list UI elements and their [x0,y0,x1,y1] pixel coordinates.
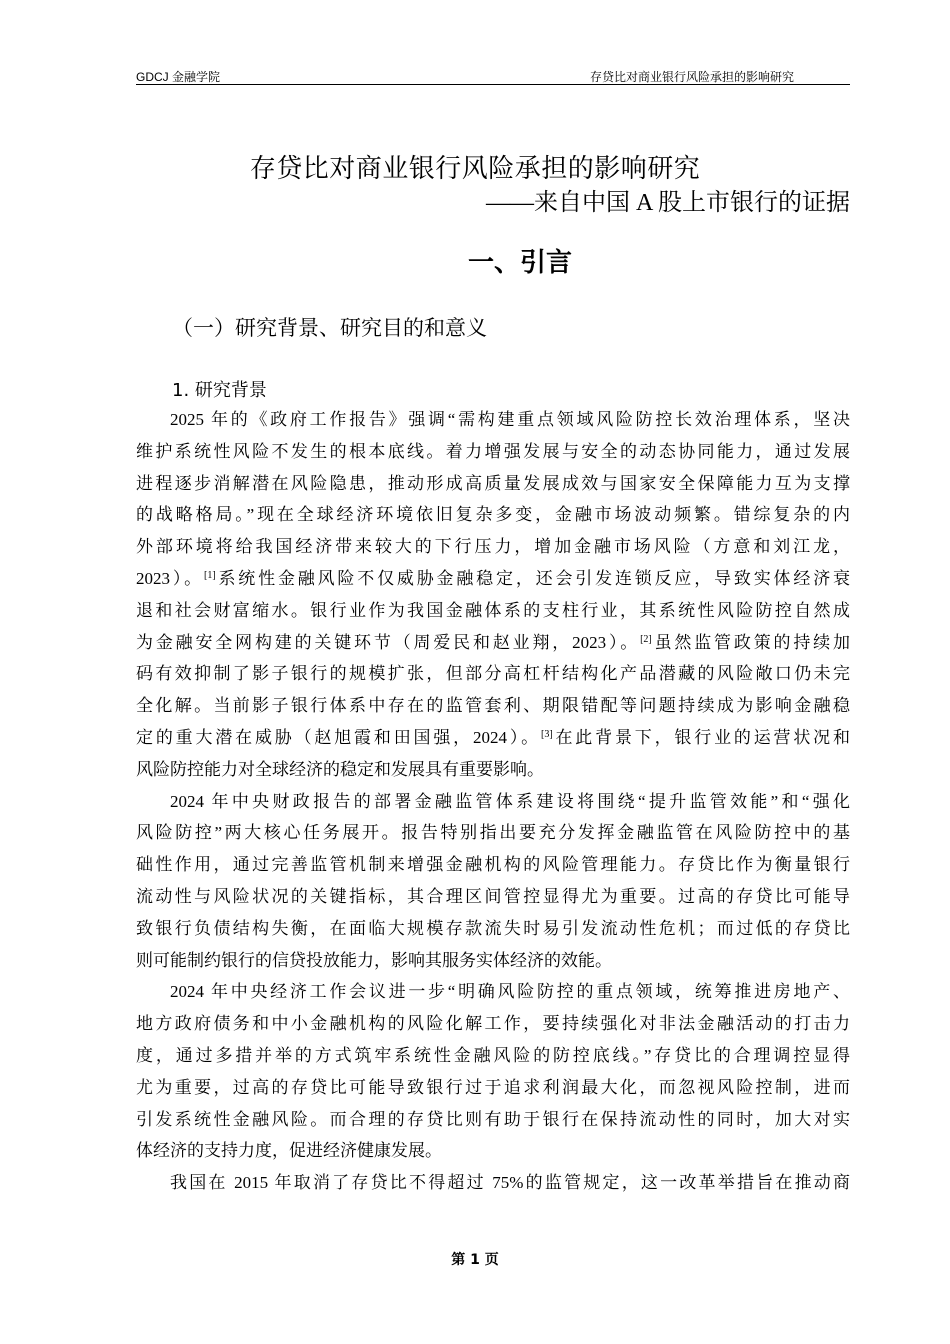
text-line: 引发系统性金融风险。而合理的存贷比则有助于银行在保持流动性的同时，加大对实 [136,1109,850,1129]
text-line: 风险防控”两大核心任务展开。报告特别指出要充分发挥金融监管在风险防控中的基 [136,823,850,843]
paragraph-3 [136,976,850,1167]
citation-ref: [3] [540,728,553,740]
text-segment: 2023）。 [136,568,204,588]
citation-ref: [1] [203,569,216,581]
text-line: 致银行负债结构失衡，在面临大规模存款流失时易引发流动性危机；而过低的存贷比 [136,918,850,938]
text-line [136,722,850,754]
text-line: 度，通过多措并举的方式筑牢系统性金融风险的防控底线。”存贷比的合理调控显得 [136,1045,850,1065]
paper-title: 存贷比对商业银行风险承担的影响研究 [249,154,701,184]
paper-subtitle: ——来自中国 A 股上市银行的证据 [485,190,850,216]
text-line: 的战略格局。”现在全球经济环境依旧复杂多变，金融市场波动频繁。错综复杂的内 [136,505,850,525]
header-running-title: 存贷比对商业银行风险承担的影响研究 [589,70,794,84]
header-institution: GDCJ 金融学院 [136,70,221,84]
text-line: 尤为重要，过高的存贷比可能导致银行过于追求利润最大化，而忽视风险控制，进而 [136,1077,850,1097]
text-line: 退和社会财富缩水。银行业作为我国金融体系的支柱行业，其系统性风险防控自然成 [136,600,850,620]
text-line: 风险防控能力对全球经济的稳定和发展具有重要影响。 [136,759,544,779]
paragraph-4 [136,1167,850,1199]
text-line: 维护系统性风险不发生的根本底线。着力增强发展与安全的动态协同能力，通过发展 [136,441,850,461]
text-line: 码有效抑制了影子银行的规模扩张，但部分高杠杆结构化产品潜藏的风险敞口仍未完 [136,664,850,684]
text-line: 础性作用，通过完善监管机制来增强金融机构的风险管理能力。存贷比作为衡量银行 [136,855,850,875]
text-line: 我国在 2015 年取消了存贷比不得超过 75%的监管规定，这一改革举措旨在推动商 [170,1173,850,1193]
text-line: 体经济的支持力度，促进经济健康发展。 [136,1141,442,1161]
text-line [136,627,850,659]
text-segment: 定的重大潜在威胁（赵旭霞和田国强，2024）。 [136,727,541,747]
text-segment: 为金融安全网构建的关键环节（周爱民和赵业翔，2023）。 [136,632,641,652]
text-segment: 虽然监管政策的持续加 [651,632,851,652]
subsubsection-heading-research-background: 1. 研究背景 [172,380,267,401]
text-line: 2025 年的《政府工作报告》强调“需构建重点领域风险防控长效治理体系，坚决 [170,410,850,429]
text-line: 全化解。当前影子银行体系中存在的监管套利、期限错配等问题持续成为影响金融稳 [136,696,850,716]
text-line: 则可能制约银行的信贷投放能力，影响其服务实体经济的效能。 [136,950,612,970]
text-line: 进程逐步消解潜在风险隐患，推动形成高质量发展成效与国家安全保障能力互为支撑 [136,473,850,493]
text-line: 2024 年中央经济工作会议进一步“明确风险防控的重点领域，统筹推进房地产、 [170,982,850,1002]
citation-ref: [2] [640,633,652,645]
text-segment: 在此背景下，银行业的运营状况和 [552,727,851,747]
page-number: 第 1 页 [451,1252,499,1268]
text-line: 地方政府债务和中小金融机构的风险化解工作，要持续强化对非法金融活动的打击力 [136,1014,850,1034]
subsection-heading-background: （一）研究背景、研究目的和意义 [172,316,487,340]
body-text [136,404,850,1199]
text-line [136,563,850,595]
section-heading-introduction: 一、引言 [467,248,572,278]
text-line: 流动性与风险状况的关键指标，其合理区间管控显得尤为重要。过高的存贷比可能导 [136,886,850,906]
text-segment: 系统性金融风险不仅威胁金融稳定，还会引发连锁反应，导致实体经济衰 [215,568,851,588]
text-line: 2024 年中央财政报告的部署金融监管体系建设将围绕“提升监管效能”和“强化 [170,791,850,811]
paragraph-1 [136,404,850,786]
text-line: 外部环境将给我国经济带来较大的下行压力，增加金融市场风险（方意和刘江龙， [136,537,850,557]
page-header [136,66,850,85]
paragraph-2 [136,786,850,977]
